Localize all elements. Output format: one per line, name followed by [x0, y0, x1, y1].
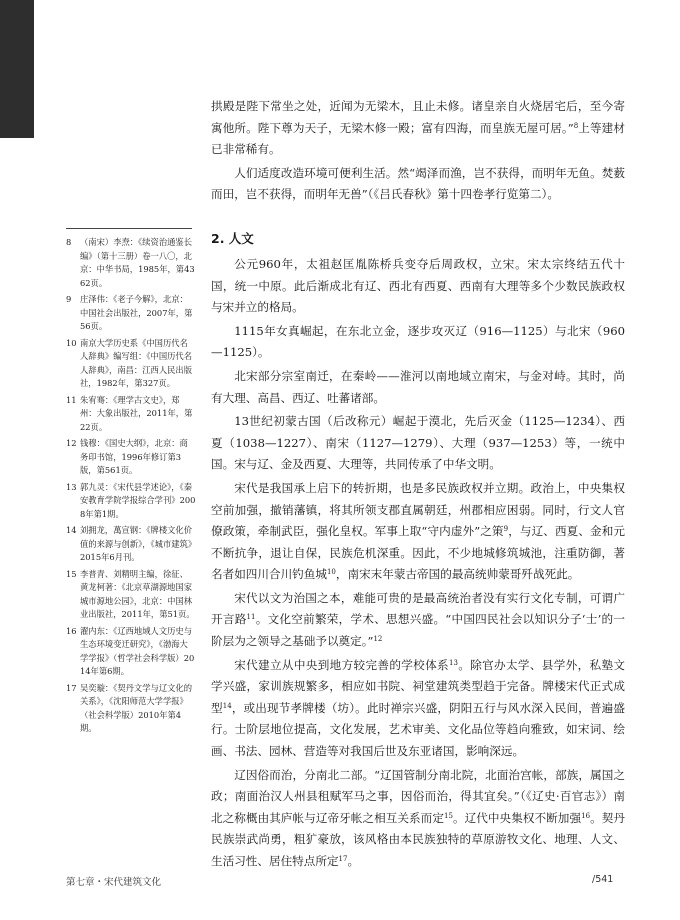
footnote-item — [66, 293, 196, 334]
footnote-number: 15 — [66, 568, 77, 579]
footnote-text: 朱宥骞：《理学古文史》，郑州：大象出版社，2011年，第22页。 — [80, 394, 193, 432]
footnote-text: （南宋）李焘：《续资治通鉴长编》（第十三册）卷一八〇，北京：中华书局，1985年，第4362页。 — [80, 237, 195, 288]
footnote-number: 10 — [66, 337, 77, 348]
footnote-text: 庄泽伟：《老子今解》，北京：中国社会出版社，2007年，第56页。 — [80, 294, 193, 331]
top-edge-bar — [0, 0, 34, 138]
body-paragraph: 13世纪初蒙古国（后改称元）崛起于漠北，先后灭金（1125—1234）、西夏（1038—1227）、南宋（1127—1279）、大理（937—1253）等，一统中国。宋与辽、金及西夏、大理等，共同传承了中华文明。 — [211, 414, 625, 472]
footnote-number: 8 — [66, 237, 72, 247]
footnote-number: 12 — [66, 438, 77, 448]
footnote-item — [66, 481, 196, 522]
body-paragraph: 公元960年，太祖赵匡胤陈桥兵变夺后周政权，立宋。宋太宗终结五代十国，统一中原。此后渐成北有辽、西北有西夏、西南有大理等多个少数民族政权与宋并立的格局。 — [211, 256, 625, 315]
footnote-item — [66, 337, 196, 391]
footnote-number: 14 — [66, 525, 77, 535]
body-paragraph: 宋代以文为治国之本，难能可贵的是最高统治者没有实行文化专制，可谓广开言路$^{11}$。文化空前繁荣，学术、思想兴盛。“中国四民社会以知识分子‘士’的一阶层为之领导之基础予以奠定。”$^{12}$ — [211, 590, 625, 649]
footnote-number: 9 — [66, 294, 72, 304]
body-paragraph: 1115年女真崛起，在东北立金，逐步攻灭辽（916—1125）与北宋（960—1125）。 — [211, 323, 625, 360]
body-paragraph: 宋代是我国承上启下的转折期，也是多民族政权并立期。政治上，中央集权空前加强，撤销藩镇，将其所领支郡直属朝廷，州郡相应困弱。同时，行文人官僚政策，牵制武臣，强化皇权。军事上取“守内虚外”之策$^9$，与辽、西夏、金和元不断抗争，退让自保，民族危机深重。因此，不少地城修筑城池，注重防御，著名者如四川合川钓鱼城$^{10}$，南宋末年蒙古帝国的最高统帅蒙哥歼战死此。 — [211, 480, 625, 582]
body-paragraph: 辽因俗而治，分南北二部。“辽国管制分南北院，北面治宫帐，部族，属国之政；南面治汉人州县租赋军马之事，因俗而治，得其宜矣。”（《辽史·百官志》）南北之称概由其庐帐与辽帝牙帐之相互关系而定$^{15}$。辽代中央集权不断加强$^{16}$。契丹民族崇武尚勇，粗犷豪放，该风格由本民族独特的草原游牧文化、地理、人文、生活习性、居住特点所定$^{17}$。 — [211, 767, 625, 868]
footnote-text: 南京大学历史系《中国历代名人辞典》编写组：《中国历代名人辞典》，南昌：江西人民出版社，1982年，第327页。 — [80, 337, 193, 388]
body-paragraph: 拱殿是陛下常坐之处，近闻为无梁木，且止未修。诸皇亲自火烧居宅后，至今寄寓他所。陛下尊为天子，无梁木修一殿；富有四海，而皇族无屋可居。”$^8$上等建材已非常稀有。 — [211, 99, 625, 157]
footer-chapter-title: 第七章・宋代建筑文化 — [66, 877, 162, 888]
main-text-column — [211, 96, 625, 873]
footnote-number: 17 — [66, 682, 77, 693]
footnote-item — [66, 682, 196, 736]
footnote-item — [66, 236, 196, 290]
body-paragraph: 北宋部分宗室南迁，在秦岭——淮河以南地域立南宋，与金对峙。其时，尚有大理、高昌、西辽、吐蕃诸部。 — [211, 368, 625, 405]
footnote-divider — [66, 228, 192, 229]
footnote-number: 16 — [66, 625, 77, 636]
section-heading: 2. 人文 — [211, 230, 254, 246]
footnote-text: 刘拥龙，萬宣钢：《牌楼文化价值的来源与创新》，《城市建筑》2015年6月刊。 — [80, 525, 193, 562]
body-paragraph: 人们适度改造环境可便利生活。然“竭泽而渔，岂不获得，而明年无鱼。焚薮而田，岂不获得，而明年无兽”（《吕氏春秋》第十四卷孝行览第二）。 — [211, 165, 625, 202]
footnote-item — [66, 437, 196, 478]
footnote-text: 郭九灵：《宋代县学述论》，《秦安教育学院学报综合学刊》2008年第1期。 — [80, 481, 196, 519]
footer-page-number: /541 — [592, 874, 614, 885]
footnote-item — [66, 625, 196, 679]
footnote-text: 李普青、刘精明主编，徐征、黄龙柯著：《北京草湖源地国家城市源地公园》，北京：中国林业出版社，2011年，第51页。 — [80, 568, 195, 619]
footnote-item — [66, 394, 196, 435]
footnotes-list — [66, 236, 196, 739]
footnote-item — [66, 568, 196, 622]
footnote-number: 13 — [66, 481, 77, 492]
footnote-text: 钱穆：《国史大纲》，北京：商务印书馆，1996年修订第3版，第561页。 — [80, 438, 188, 475]
body-paragraph: 宋代建立从中央到地方较完善的学校体系$^{13}$。除官办太学、县学外，私塾文学兴盛，家训族规繁多，相应如书院、祠堂建筑类型趋于完备。牌楼宋代正式成型$^{14}$，或出现节孝牌楼（坊）。此时禅宗兴盛，阴阳五行与风水深入民间，普遍盛行。士阶层地位提高，文化发展，艺术审美、文化品位等趋向雅致，如宋词、绘画、书法、园林、营造等对我国后世及东亚诸国，影响深远。 — [211, 657, 625, 759]
footnote-number: 11 — [66, 394, 77, 405]
footnote-text: 吴奕璇：《契丹文学与辽文化的关系》，《沈阳师范大学学报》（社会科学版）2010年第4期。 — [80, 682, 193, 733]
footnote-item — [66, 524, 196, 565]
footnote-text: 濯内东：《辽西地域人文历史与生态环境变迁研究》，《渤海大学学报》（哲学社会科学版）2014年第6期。 — [80, 625, 195, 676]
